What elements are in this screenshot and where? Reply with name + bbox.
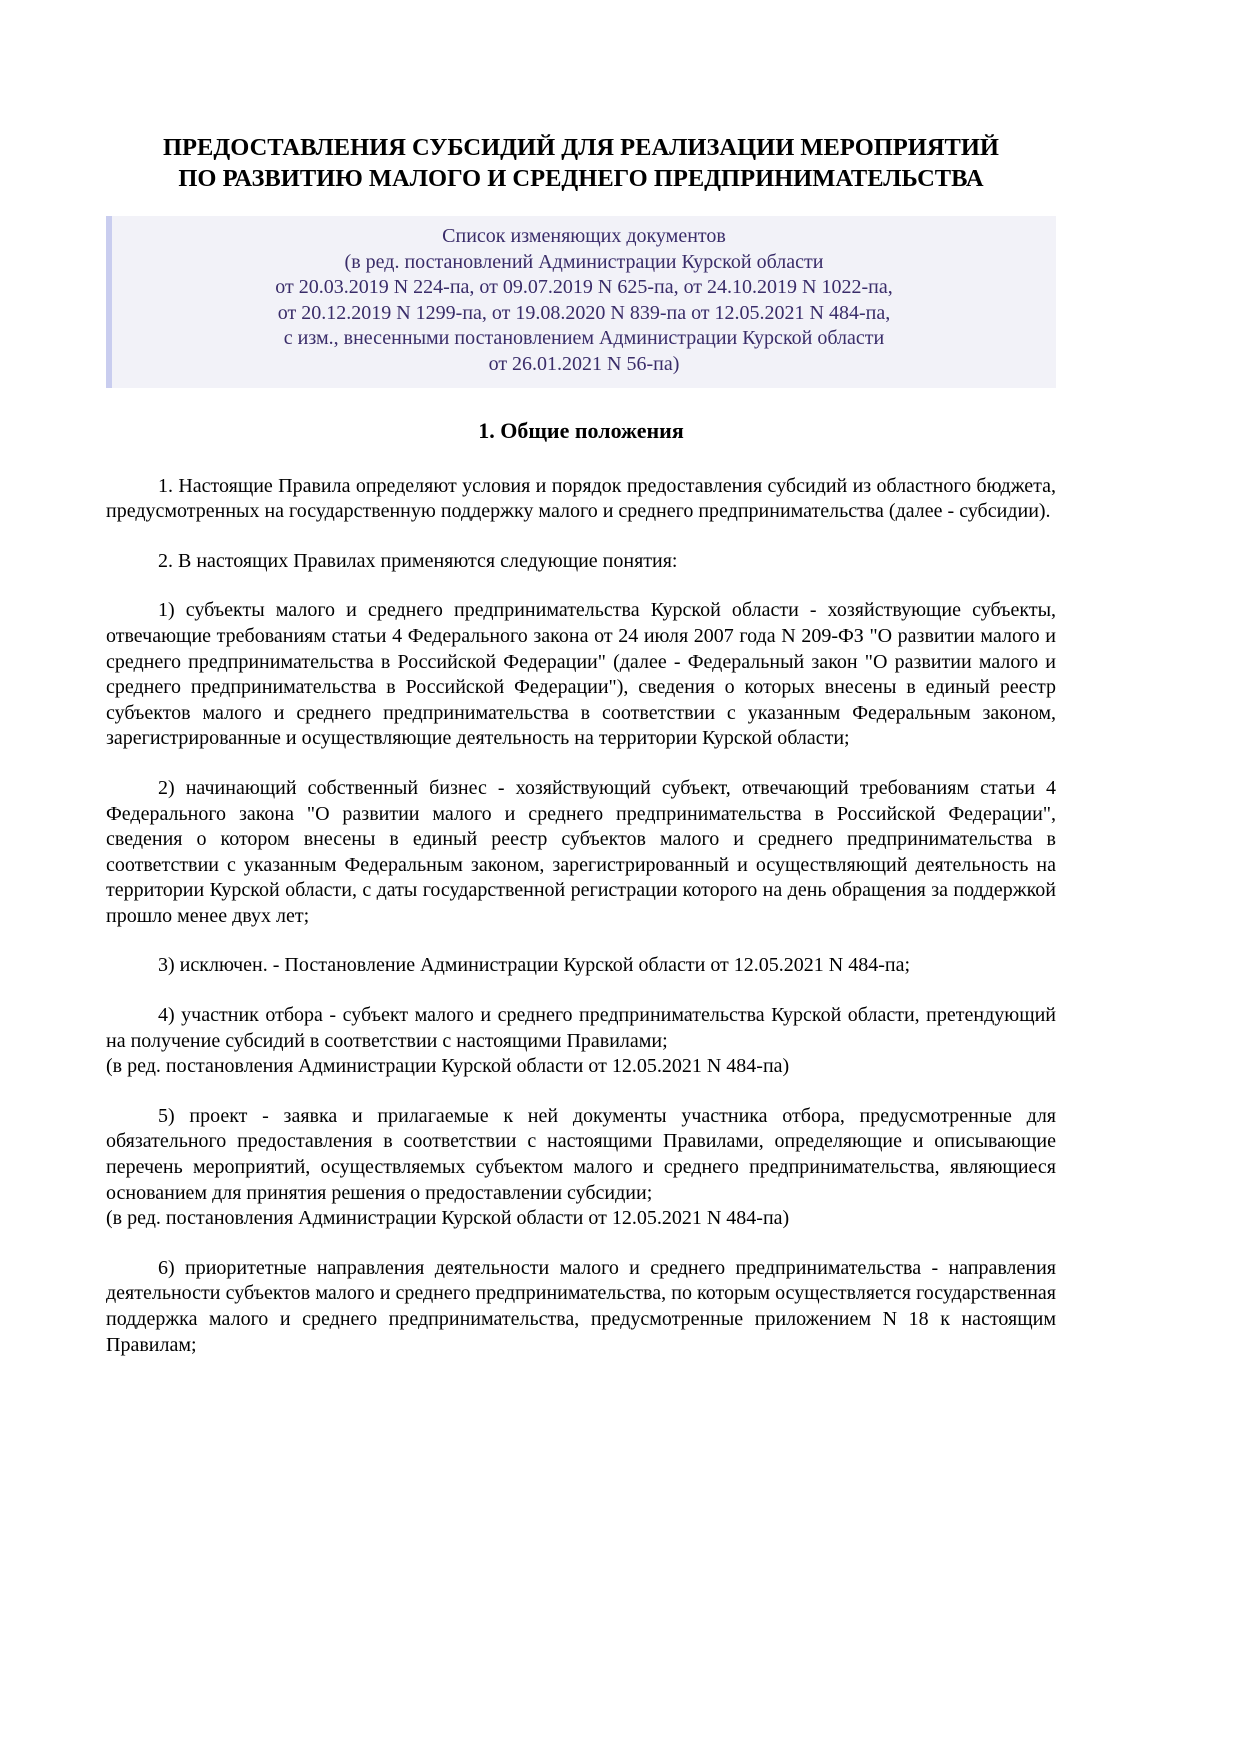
- paragraph: [106, 474, 1056, 525]
- paragraph-text: 6) приоритетные направления деятельности малого и среднего предпринимательства - направления деятельности субъектов малого и среднего предпринимательства, по которым осуществляется государственная поддержка малого и среднего предпринимательства, предусмотренные приложением N 18 к настоящим Правилам;: [106, 1256, 1056, 1356]
- paragraph: [106, 1003, 1056, 1054]
- amendment-note: (в ред. постановления Администрации Курской области от 12.05.2021 N 484-па): [106, 1207, 790, 1230]
- paragraph-text: 2. В настоящих Правилах применяются следующие понятия:: [158, 549, 678, 572]
- title-line: ПО РАЗВИТИЮ МАЛОГО И СРЕДНЕГО ПРЕДПРИНИМАТЕЛЬСТВА: [178, 165, 984, 192]
- amendments-line: от 20.12.2019 N 1299-па, от 19.08.2020 N 839-па от 12.05.2021 N 484-па,: [277, 301, 891, 324]
- paragraph-text: 3) исключен. - Постановление Администрации Курской области от 12.05.2021 N 484-па;: [158, 954, 911, 977]
- paragraph-text: 1) субъекты малого и среднего предпринимательства Курской области - хозяйствующие субъекты, отвечающие требованиям статьи 4 Федерального закона от 24 июля 2007 года N 209-ФЗ "О развитии малого и среднего предпринимательства в Российской Федерации" (далее - Федеральный закон "О развитии малого и среднего предпринимательства в Российской Федерации"), сведения о которых внесены в единый реестр субъектов малого и среднего предпринимательства в соответствии с указанным Федеральным законом, зарегистрированные и осуществляющие деятельность на территории Курской области;: [106, 599, 1056, 750]
- title-line: ПРЕДОСТАВЛЕНИЯ СУБСИДИЙ ДЛЯ РЕАЛИЗАЦИИ МЕРОПРИЯТИЙ: [163, 134, 999, 161]
- paragraph-text: 5) проект - заявка и прилагаемые к ней документы участника отбора, предусмотренные для обязательного предоставления в соответствии с настоящими Правилами, определяющие и описывающие перечень мероприятий, осуществляемых субъектом малого и среднего предпринимательства, являющиеся основанием для принятия решения о предоставлении субсидии;: [106, 1104, 1056, 1204]
- amendments-box: [106, 216, 1056, 388]
- document-title: [106, 132, 1056, 194]
- paragraph-text: 2) начинающий собственный бизнес - хозяйствующий субъект, отвечающий требованиям статьи 4 Федерального закона "О развитии малого и среднего предпринимательства в Российской Федерации", сведения о котором внесены в единый реестр субъектов малого и среднего предпринимательства в соответствии с указанным Федеральным законом, зарегистрированный и осуществляющий деятельность на территории Курской области, с даты государственной регистрации которого на день обращения за поддержкой прошло менее двух лет;: [106, 776, 1056, 927]
- paragraph-text: 1. Настоящие Правила определяют условия и порядок предоставления субсидий из областного бюджета, предусмотренных на государственную поддержку малого и среднего предпринимательства (далее - субсидии).: [106, 474, 1056, 523]
- amendments-heading: Список изменяющих документов: [442, 225, 726, 247]
- amendments-line: (в ред. постановлений Администрации Курской области: [344, 250, 824, 273]
- paragraph: [106, 1104, 1056, 1206]
- amendment-note: (в ред. постановления Администрации Курской области от 12.05.2021 N 484-па): [106, 1055, 790, 1078]
- paragraph: [106, 549, 1056, 575]
- section-heading: 1. Общие положения: [478, 417, 684, 443]
- amendments-line: с изм., внесенными постановлением Администрации Курской области: [283, 327, 885, 350]
- paragraph-text: 4) участник отбора - субъект малого и среднего предпринимательства Курской области, претендующий на получение субсидий в соответствии с настоящими Правилами;: [106, 1004, 1056, 1052]
- document-page: [106, 132, 1056, 1382]
- paragraph: [106, 598, 1056, 752]
- paragraph: [106, 776, 1056, 930]
- paragraph: [106, 1256, 1056, 1358]
- amendments-line: от 26.01.2021 N 56-па): [488, 352, 680, 375]
- paragraph: [106, 953, 1056, 979]
- amendments-line: от 20.03.2019 N 224-па, от 09.07.2019 N 625-па, от 24.10.2019 N 1022-па,: [275, 276, 893, 299]
